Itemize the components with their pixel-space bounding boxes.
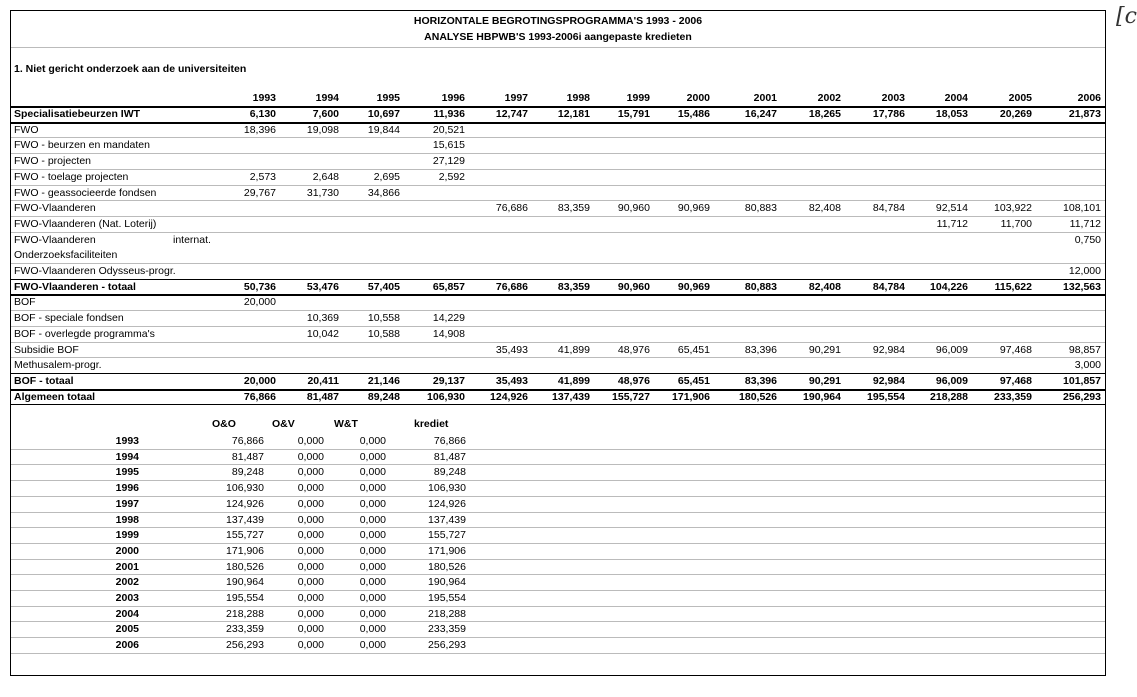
summary-value: 0,000 bbox=[297, 497, 324, 510]
value-cell: 27,129 bbox=[432, 155, 465, 168]
summary-year: 1993 bbox=[115, 435, 139, 447]
title-line-2: ANALYSE HBPWB'S 1993-2006i aangepaste kredieten bbox=[424, 31, 692, 43]
summary-year: 2003 bbox=[115, 592, 139, 604]
summary-value: 0,000 bbox=[297, 466, 324, 479]
value-cell: 92,984 bbox=[872, 343, 905, 356]
value-cell: 195,554 bbox=[867, 390, 905, 403]
value-cell: 103,922 bbox=[994, 202, 1032, 215]
summary-value: 0,000 bbox=[359, 639, 386, 652]
summary-row-divider bbox=[11, 653, 1105, 654]
value-cell: 190,964 bbox=[803, 390, 841, 403]
summary-value: 0,000 bbox=[359, 466, 386, 479]
summary-year: 2000 bbox=[115, 544, 139, 557]
summary-row-divider bbox=[11, 559, 1105, 560]
value-cell: 2,592 bbox=[438, 170, 465, 183]
year-header-2001: 2001 bbox=[753, 92, 777, 104]
value-cell: 65,451 bbox=[677, 374, 710, 387]
value-cell: 14,229 bbox=[432, 312, 465, 325]
value-cell: 84,784 bbox=[872, 280, 905, 293]
summary-value: 137,439 bbox=[226, 513, 264, 526]
value-cell: 41,899 bbox=[557, 343, 590, 356]
summary-value: 81,487 bbox=[231, 450, 264, 463]
value-cell: 83,396 bbox=[744, 343, 777, 356]
row-divider bbox=[11, 326, 1105, 327]
corner-handwritten-mark: [c bbox=[1116, 4, 1137, 29]
summary-value: 76,866 bbox=[231, 435, 264, 447]
value-cell: 29,767 bbox=[243, 186, 276, 199]
year-header-2002: 2002 bbox=[817, 92, 841, 104]
row-label: FWO-Vlaanderen (Nat. Loterij) bbox=[14, 217, 157, 230]
summary-value: 0,000 bbox=[297, 544, 324, 557]
row-label: Algemeen totaal bbox=[14, 390, 96, 403]
value-cell: 2,648 bbox=[312, 170, 339, 183]
row-label: FWO-Vlaanderen - totaal bbox=[14, 280, 136, 293]
row-divider bbox=[11, 137, 1105, 138]
summary-year: 1999 bbox=[115, 529, 139, 542]
value-cell: 20,411 bbox=[307, 374, 339, 387]
summary-value: 0,000 bbox=[297, 639, 324, 652]
summary-value: 0,000 bbox=[359, 544, 386, 557]
value-cell: 48,976 bbox=[617, 374, 650, 387]
summary-value: 256,293 bbox=[226, 639, 264, 652]
row-divider bbox=[11, 185, 1105, 186]
summary-value: 190,964 bbox=[428, 576, 466, 589]
value-cell: 90,960 bbox=[617, 280, 650, 293]
year-header-1998: 1998 bbox=[566, 92, 590, 104]
year-header-2003: 2003 bbox=[881, 92, 905, 104]
summary-value: 0,000 bbox=[297, 435, 324, 447]
value-cell: 106,930 bbox=[427, 390, 465, 403]
summary-value: 0,000 bbox=[359, 623, 386, 636]
row-label-suffix: internat. bbox=[173, 233, 211, 246]
value-cell: 14,908 bbox=[432, 327, 465, 340]
value-cell: 10,697 bbox=[367, 108, 400, 120]
value-cell: 11,712 bbox=[936, 217, 968, 230]
value-cell: 115,622 bbox=[994, 280, 1032, 293]
summary-value: 190,964 bbox=[226, 576, 264, 589]
summary-value: 0,000 bbox=[297, 560, 324, 573]
value-cell: 53,476 bbox=[306, 280, 339, 293]
value-cell: 90,969 bbox=[677, 202, 710, 215]
summary-value: 0,000 bbox=[297, 529, 324, 542]
year-header-1993: 1993 bbox=[252, 92, 276, 104]
value-cell: 35,493 bbox=[495, 343, 528, 356]
summary-year: 2001 bbox=[115, 560, 139, 573]
row-label: FWO - beurzen en mandaten bbox=[14, 139, 150, 152]
summary-year: 2006 bbox=[115, 639, 139, 652]
value-cell: 10,558 bbox=[367, 312, 400, 325]
summary-year: 1994 bbox=[115, 450, 139, 463]
value-cell: 15,486 bbox=[677, 108, 710, 120]
value-cell: 6,130 bbox=[249, 108, 276, 120]
summary-year: 2005 bbox=[115, 623, 139, 636]
row-label: FWO bbox=[14, 123, 39, 136]
summary-value: 0,000 bbox=[359, 435, 386, 447]
value-cell: 90,291 bbox=[808, 343, 841, 356]
value-cell: 84,784 bbox=[872, 202, 905, 215]
summary-row-divider bbox=[11, 574, 1105, 575]
value-cell: 35,493 bbox=[495, 374, 528, 387]
value-cell: 76,686 bbox=[495, 280, 528, 293]
summary-value: 0,000 bbox=[359, 592, 386, 604]
value-cell: 97,468 bbox=[999, 343, 1032, 356]
section-heading: 1. Niet gericht onderzoek aan de universiteiten bbox=[14, 63, 247, 75]
value-cell: 124,926 bbox=[490, 390, 528, 403]
value-cell: 2,573 bbox=[249, 170, 276, 183]
value-cell: 15,791 bbox=[617, 108, 650, 120]
summary-value: 0,000 bbox=[297, 576, 324, 589]
value-cell: 108,101 bbox=[1063, 202, 1101, 215]
summary-value: 0,000 bbox=[359, 450, 386, 463]
row-label: FWO-Vlaanderen bbox=[14, 202, 96, 215]
year-header-1995: 1995 bbox=[376, 92, 400, 104]
summary-value: 89,248 bbox=[433, 466, 466, 479]
value-cell: 80,883 bbox=[744, 202, 777, 215]
summary-value: 0,000 bbox=[297, 513, 324, 526]
summary-value: 124,926 bbox=[226, 497, 264, 510]
row-label-line2: Onderzoeksfaciliteiten bbox=[14, 249, 118, 262]
value-cell: 19,844 bbox=[367, 123, 400, 136]
summary-value: 180,526 bbox=[226, 560, 264, 573]
value-cell: 218,288 bbox=[930, 390, 968, 403]
value-cell: 82,408 bbox=[808, 280, 841, 293]
summary-value: 233,359 bbox=[428, 623, 466, 636]
summary-row-divider bbox=[11, 464, 1105, 465]
value-cell: 83,359 bbox=[557, 280, 590, 293]
value-cell: 21,146 bbox=[367, 374, 400, 387]
summary-value: 89,248 bbox=[231, 466, 264, 479]
summary-value: 256,293 bbox=[428, 639, 466, 652]
value-cell: 18,053 bbox=[935, 108, 968, 120]
table-top-rule bbox=[11, 106, 1105, 108]
row-divider bbox=[11, 310, 1105, 311]
summary-row-divider bbox=[11, 449, 1105, 450]
value-cell: 57,405 bbox=[367, 280, 400, 293]
year-header-1997: 1997 bbox=[504, 92, 528, 104]
row-divider bbox=[11, 294, 1105, 296]
summary-value: 106,930 bbox=[226, 482, 264, 495]
value-cell: 2,695 bbox=[373, 170, 400, 183]
value-cell: 90,969 bbox=[677, 280, 710, 293]
spreadsheet-page bbox=[10, 10, 1106, 676]
summary-header-ov: O&V bbox=[272, 418, 295, 431]
summary-value: 218,288 bbox=[226, 607, 264, 620]
value-cell: 50,736 bbox=[243, 280, 276, 293]
summary-value: 0,000 bbox=[297, 607, 324, 620]
row-label: BOF - overlegde programma's bbox=[14, 327, 155, 340]
summary-year: 2004 bbox=[115, 607, 139, 620]
value-cell: 81,487 bbox=[306, 390, 339, 403]
value-cell: 96,009 bbox=[935, 374, 968, 387]
summary-year: 2002 bbox=[115, 576, 139, 589]
row-label: FWO-Vlaanderen Odysseus-progr. bbox=[14, 265, 176, 277]
row-label: BOF bbox=[14, 296, 36, 309]
value-cell: 12,000 bbox=[1068, 265, 1101, 277]
value-cell: 20,000 bbox=[243, 296, 276, 309]
summary-value: 137,439 bbox=[428, 513, 466, 526]
summary-row-divider bbox=[11, 543, 1105, 544]
summary-value: 0,000 bbox=[359, 497, 386, 510]
summary-value: 180,526 bbox=[428, 560, 466, 573]
value-cell: 90,291 bbox=[808, 374, 841, 387]
value-cell: 82,408 bbox=[808, 202, 841, 215]
value-cell: 89,248 bbox=[367, 390, 400, 403]
value-cell: 21,873 bbox=[1068, 108, 1101, 120]
value-cell: 10,588 bbox=[367, 327, 400, 340]
row-divider bbox=[11, 122, 1105, 124]
value-cell: 48,976 bbox=[617, 343, 650, 356]
value-cell: 132,563 bbox=[1063, 280, 1101, 293]
value-cell: 76,866 bbox=[243, 390, 276, 403]
summary-value: 233,359 bbox=[226, 623, 264, 636]
value-cell: 90,960 bbox=[617, 202, 650, 215]
row-divider bbox=[11, 169, 1105, 170]
summary-value: 0,000 bbox=[359, 560, 386, 573]
value-cell: 31,730 bbox=[306, 186, 339, 199]
value-cell: 20,269 bbox=[999, 108, 1032, 120]
summary-row-divider bbox=[11, 606, 1105, 607]
value-cell: 3,000 bbox=[1074, 359, 1101, 372]
row-label: BOF - totaal bbox=[14, 374, 74, 387]
summary-header-oo: O&O bbox=[212, 418, 236, 431]
value-cell: 17,786 bbox=[872, 108, 905, 120]
summary-header-wt: W&T bbox=[334, 418, 358, 431]
row-divider bbox=[11, 404, 1105, 405]
value-cell: 11,936 bbox=[433, 108, 465, 120]
value-cell: 155,727 bbox=[612, 390, 650, 403]
summary-value: 0,000 bbox=[297, 450, 324, 463]
value-cell: 104,226 bbox=[930, 280, 968, 293]
year-header-2006: 2006 bbox=[1077, 92, 1101, 104]
summary-row-divider bbox=[11, 621, 1105, 622]
summary-value: 0,000 bbox=[297, 623, 324, 636]
year-header-1996: 1996 bbox=[441, 92, 465, 104]
year-header-2004: 2004 bbox=[944, 92, 968, 104]
summary-row-divider bbox=[11, 496, 1105, 497]
summary-header-krediet: krediet bbox=[414, 418, 449, 431]
value-cell: 180,526 bbox=[739, 390, 777, 403]
value-cell: 76,686 bbox=[495, 202, 528, 215]
title-line-1: HORIZONTALE BEGROTINGSPROGRAMMA'S 1993 - 2006 bbox=[413, 15, 703, 27]
title-divider bbox=[11, 47, 1105, 48]
summary-row-divider bbox=[11, 512, 1105, 513]
value-cell: 11,712 bbox=[1069, 217, 1101, 230]
row-divider bbox=[11, 357, 1105, 358]
value-cell: 98,857 bbox=[1068, 343, 1101, 356]
value-cell: 20,521 bbox=[432, 123, 465, 136]
value-cell: 92,984 bbox=[872, 374, 905, 387]
summary-value: 171,906 bbox=[428, 544, 466, 557]
value-cell: 137,439 bbox=[552, 390, 590, 403]
value-cell: 171,906 bbox=[672, 390, 710, 403]
summary-year: 1997 bbox=[115, 497, 139, 510]
value-cell: 29,137 bbox=[432, 374, 465, 387]
value-cell: 83,359 bbox=[557, 202, 590, 215]
year-header-1999: 1999 bbox=[626, 92, 650, 104]
value-cell: 96,009 bbox=[935, 343, 968, 356]
summary-value: 124,926 bbox=[428, 497, 466, 510]
row-label: BOF - speciale fondsen bbox=[14, 312, 124, 325]
value-cell: 18,265 bbox=[808, 108, 841, 120]
row-label: FWO - toelage projecten bbox=[14, 170, 129, 183]
summary-value: 81,487 bbox=[433, 450, 466, 463]
summary-row-divider bbox=[11, 527, 1105, 528]
summary-value: 106,930 bbox=[428, 482, 466, 495]
value-cell: 10,369 bbox=[306, 312, 339, 325]
row-label: FWO - geassocieerde fondsen bbox=[14, 186, 157, 199]
summary-row-divider bbox=[11, 590, 1105, 591]
value-cell: 101,857 bbox=[1063, 374, 1101, 387]
summary-value: 0,000 bbox=[297, 592, 324, 604]
summary-value: 0,000 bbox=[359, 529, 386, 542]
summary-value: 76,866 bbox=[433, 435, 466, 447]
summary-year: 1995 bbox=[115, 466, 139, 479]
row-divider bbox=[11, 153, 1105, 154]
value-cell: 11,700 bbox=[1000, 217, 1032, 230]
value-cell: 20,000 bbox=[243, 374, 276, 387]
value-cell: 97,468 bbox=[999, 374, 1032, 387]
value-cell: 65,857 bbox=[432, 280, 465, 293]
summary-row-divider bbox=[11, 480, 1105, 481]
summary-year: 1996 bbox=[115, 482, 139, 495]
year-header-2000: 2000 bbox=[686, 92, 710, 104]
summary-value: 0,000 bbox=[359, 482, 386, 495]
value-cell: 0,750 bbox=[1074, 233, 1101, 246]
value-cell: 80,883 bbox=[744, 280, 777, 293]
row-label: Specialisatiebeurzen IWT bbox=[14, 108, 141, 120]
summary-value: 0,000 bbox=[359, 607, 386, 620]
value-cell: 19,098 bbox=[306, 123, 339, 136]
summary-value: 0,000 bbox=[359, 513, 386, 526]
row-label: Subsidie BOF bbox=[14, 343, 79, 356]
value-cell: 12,747 bbox=[495, 108, 528, 120]
year-header-1994: 1994 bbox=[315, 92, 339, 104]
summary-value: 171,906 bbox=[226, 544, 264, 557]
summary-row-divider bbox=[11, 637, 1105, 638]
value-cell: 256,293 bbox=[1063, 390, 1101, 403]
value-cell: 12,181 bbox=[557, 108, 590, 120]
summary-value: 0,000 bbox=[297, 482, 324, 495]
value-cell: 18,396 bbox=[243, 123, 276, 136]
value-cell: 7,600 bbox=[312, 108, 339, 120]
value-cell: 10,042 bbox=[306, 327, 339, 340]
row-label: Methusalem-progr. bbox=[14, 359, 102, 372]
row-label: FWO - projecten bbox=[14, 155, 92, 168]
summary-value: 155,727 bbox=[226, 529, 264, 542]
value-cell: 83,396 bbox=[744, 374, 777, 387]
summary-value: 0,000 bbox=[359, 576, 386, 589]
year-header-2005: 2005 bbox=[1008, 92, 1032, 104]
value-cell: 15,615 bbox=[432, 139, 465, 152]
summary-value: 218,288 bbox=[428, 607, 466, 620]
value-cell: 92,514 bbox=[935, 202, 968, 215]
value-cell: 233,359 bbox=[994, 390, 1032, 403]
summary-value: 195,554 bbox=[226, 592, 264, 604]
summary-year: 1998 bbox=[115, 513, 139, 526]
row-label: FWO-Vlaanderen bbox=[14, 233, 96, 246]
summary-value: 195,554 bbox=[428, 592, 466, 604]
value-cell: 65,451 bbox=[677, 343, 710, 356]
value-cell: 16,247 bbox=[744, 108, 777, 120]
value-cell: 41,899 bbox=[557, 374, 590, 387]
value-cell: 34,866 bbox=[367, 186, 400, 199]
summary-value: 155,727 bbox=[428, 529, 466, 542]
